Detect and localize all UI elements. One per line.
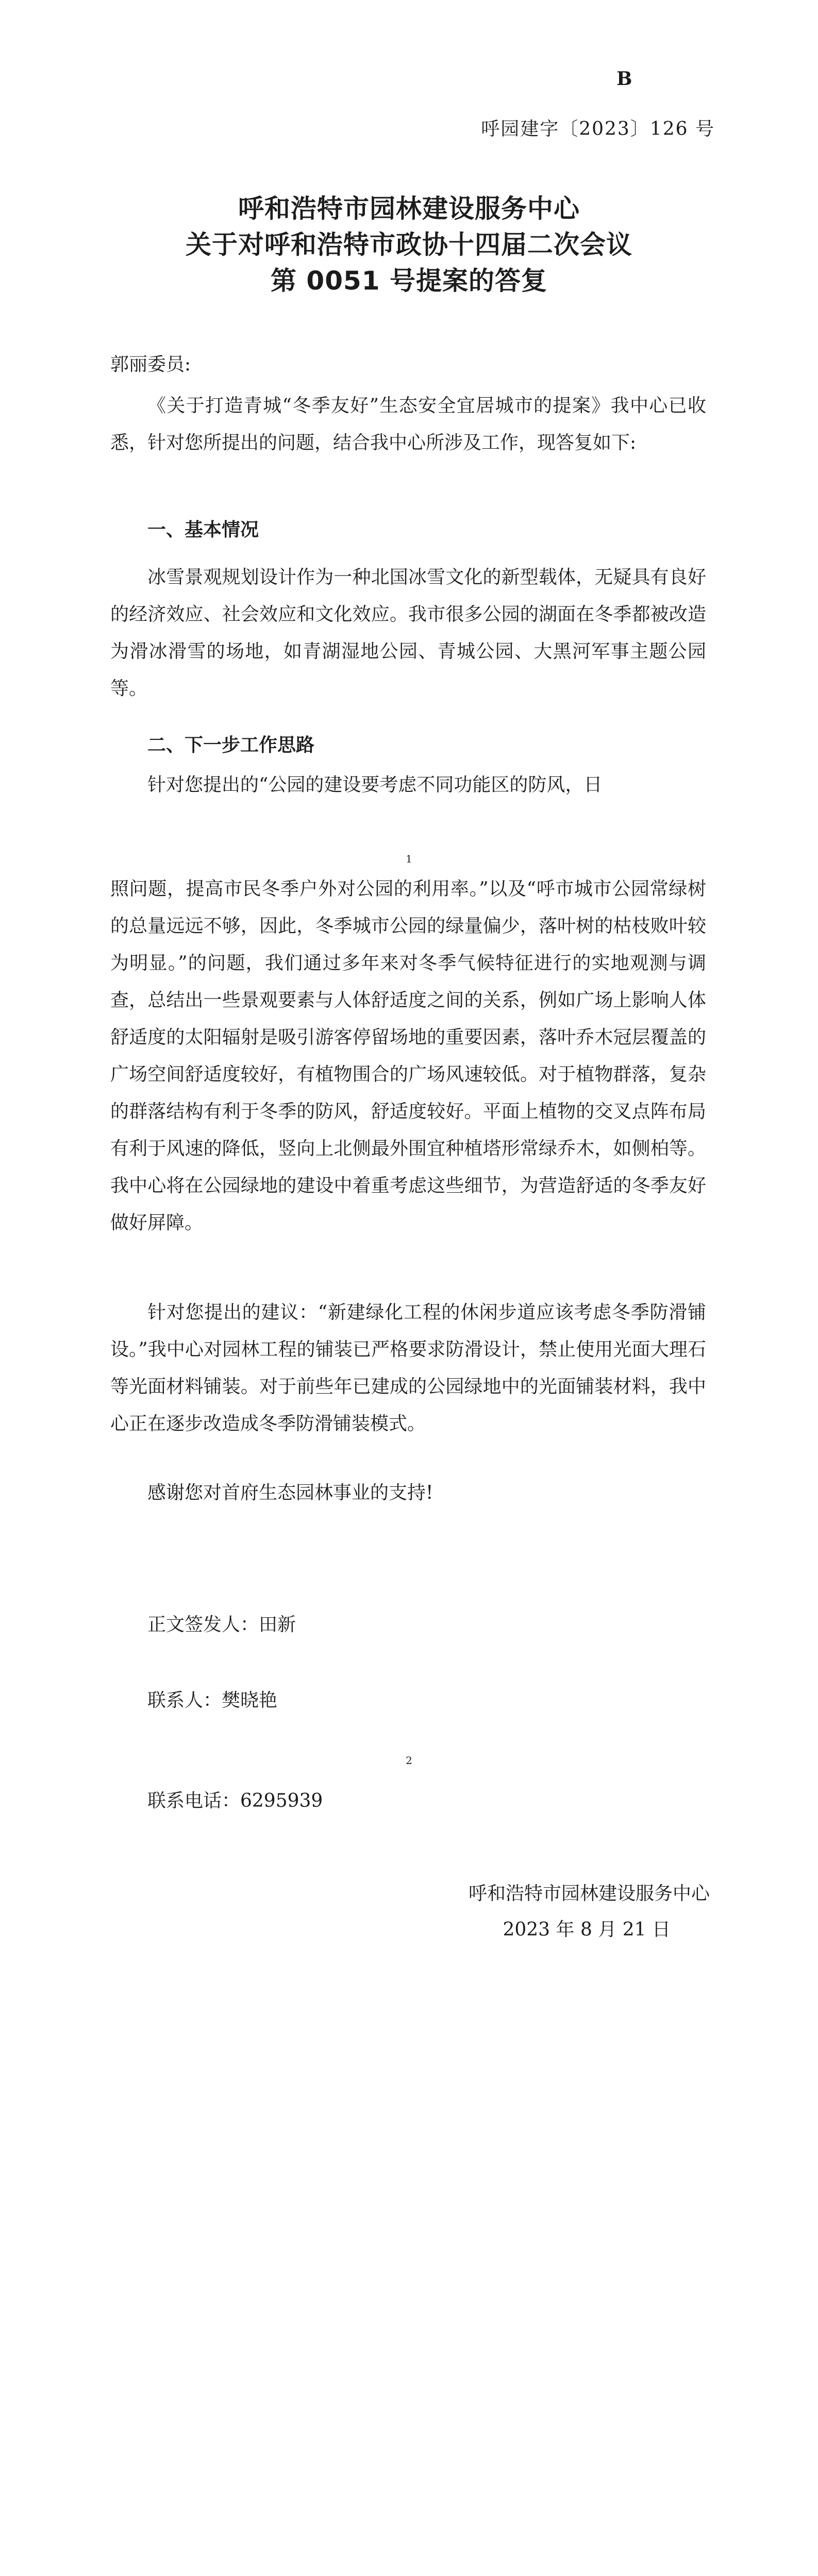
title-line-2: 关于对呼和浩特市政协十四届二次会议 (186, 230, 632, 260)
grade-mark: B (616, 68, 632, 90)
section-1-heading: 一、基本情况 (147, 519, 259, 540)
thanks-text: 感谢您对首府生态园林事业的支持! (147, 1482, 433, 1503)
section-2-text-continued: 照问题，提高市民冬季户外对公园的利用率。”以及“呼市城市公园常绿树的总量远远不够，因此，冬季城市公园的绿量偏少，落叶树的枯枝败叶较为明显。”的问题，我们通过多年来对冬季气候特征进行的实地观测与调查，总结出一些景观要素与人体舒适度之间的关系，例如广场上影响人体舒适度的太阳辐射是吸引游客停留场地的重要因素，落叶乔木冠层覆盖的广场空间舒适度较好，有植物围合的广场风速较低。对于植物群落，复杂的群落结构有利于冬季的防风，舒适度较好。平面上植物的交叉点阵布局有利于风速的降低，竖向上北侧最外围宜种植塔形常绿乔木，如侧柏等。我中心将在公园绿地的建设中着重考虑这些细节，为营造舒适的冬季友好做好屏障。 (110, 878, 706, 1233)
section-2-paragraph-start (110, 767, 706, 804)
section-1-paragraph (110, 559, 706, 707)
salutation: 郭丽委员: (110, 354, 191, 375)
section-2-heading: 二、下一步工作思路 (147, 735, 315, 756)
document-number: 呼园建字〔2023〕126 号 (481, 118, 715, 140)
contact-person: 联系人：樊晓艳 (147, 1690, 278, 1711)
page-number-1: 1 (406, 853, 412, 865)
intro-text: 《关于打造青城“冬季友好”生态安全宜居城市的提案》我中心已收悉，针对您所提出的问题，结合我中心所涉及工作，现答复如下: (110, 395, 706, 453)
issue-date: 2023 年 8 月 21 日 (503, 1919, 671, 1940)
signer: 正文签发人：田新 (147, 1614, 296, 1635)
section-1-text: 冰雪景观规划设计作为一种北国冰雪文化的新型载体，无疑具有良好的经济效应、社会效应和文化效应。我市很多公园的湖面在冬季都被改造为滑冰滑雪的场地，如青湖湿地公园、青城公园、大黑河军事主题公园等。 (110, 567, 706, 699)
section-2-text-2: 针对您提出的建议：“新建绿化工程的休闲步道应该考虑冬季防滑铺设。”我中心对园林工程的铺装已严格要求防滑设计，禁止使用光面大理石等光面材料铺装。对于前些年已建成的公园绿地中的光面铺装材料，我中心正在逐步改造成冬季防滑铺装模式。 (110, 1302, 706, 1434)
title-line-3: 第 0051 号提案的答复 (271, 266, 547, 296)
section-2-paragraph-continued (110, 871, 706, 1242)
intro-paragraph (110, 387, 706, 462)
contact-phone: 联系电话：6295939 (147, 1790, 323, 1811)
section-2-text-start: 针对您提出的“公园的建设要考虑不同功能区的防风，日 (147, 774, 603, 795)
page-number-2: 2 (406, 1754, 412, 1767)
title-line-1: 呼和浩特市园林建设服务中心 (238, 194, 580, 224)
section-2-paragraph-2 (110, 1294, 706, 1443)
thanks-paragraph (110, 1475, 706, 1512)
issuing-organization: 呼和浩特市园林建设服务中心 (468, 1883, 710, 1904)
